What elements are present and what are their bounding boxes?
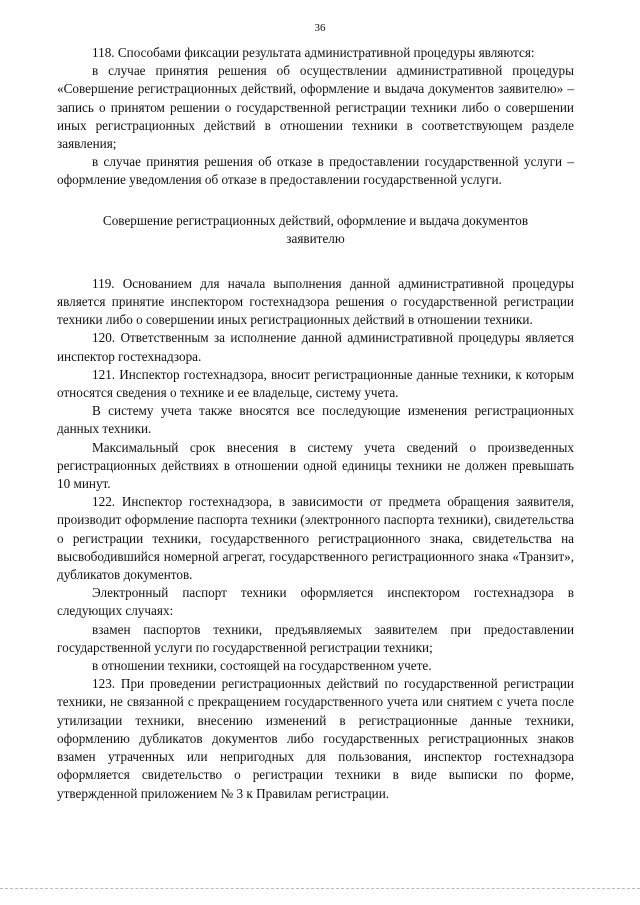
- paragraph-118: 118. Способами фиксации результата административной процедуры являются:: [92, 45, 535, 60]
- paragraph-123: 123. При проведении регистрационных действий по государственной регистрации техники, не связанной с прекращением государственного учета или снятием с учета после утилизации техники, внесению изменений в регистрационные данные техники, оформлению дубликатов документов либо государственных регистрационных знаков взамен утраченных или непригодных для пользования, инспектор гостехнадзора оформляется свидетельство о регистрации техники в виде выписки по форме, утвержденной приложением № 3 к Правилам регистрации.: [57, 676, 574, 801]
- paragraph-119: 119. Основанием для начала выполнения данной административной процедуры является принятие инспектором гостехнадзора решения о государственной регистрации техники либо о совершении иных регистрационных действий в отношении техники.: [57, 275, 574, 328]
- paragraph-122-case-replacement: взамен паспортов техники, предъявляемых заявителем при предоставлении государственной услуги по государственной регистрации техники;: [57, 621, 574, 655]
- paragraph-118-case-refusal: в случае принятия решения об отказе в предоставлении государственной услуги – оформление уведомления об отказе в предоставлении государственной услуги.: [57, 154, 574, 188]
- paragraph-122-case-registered: в отношении техники, состоящей на государственном учете.: [92, 658, 432, 674]
- paragraph-122: 122. Инспектор гостехнадзора, в зависимости от предмета обращения заявителя, производит оформление паспорта техники (электронного паспорта техники), свидетельства о регистрации техники, государственного регистрационного знака, свидетельства на высвободившийся номерной агрегат, государственного регистрационного знака «Транзит», дубликатов документов.: [57, 494, 574, 583]
- paragraph-121-deadline: Максимальный срок внесения в систему учета сведений о произведенных регистрационных действиях в отношении одной единицы техники не должен превышать 10 минут.: [57, 439, 574, 492]
- paragraph-121-changes: В систему учета также вносятся все последующие изменения регистрационных данных техники.: [57, 403, 574, 437]
- page-number: 36: [314, 22, 326, 34]
- paragraph-122-electronic-passport: Электронный паспорт техники оформляется инспектором гостехнадзора в следующих случаях:: [57, 585, 574, 619]
- paragraph-121: 121. Инспектор гостехнадзора, вносит регистрационные данные техники, к которым относятся сведения о технике и ее владельце, систему учета.: [57, 366, 574, 401]
- page-bottom-rule: [0, 888, 640, 889]
- paragraph-120: 120. Ответственным за исполнение данной административной процедуры является инспектор гостехнадзора.: [57, 330, 574, 364]
- document-body: [57, 44, 574, 803]
- section-heading: Совершение регистрационных действий, оформление и выдача документов заявителю: [102, 212, 529, 247]
- paragraph-118-case-approval: в случае принятия решения об осуществлении административной процедуры «Совершение регистрационных действий, оформление и выдача документов заявителю» – запись о принятом решении о государственной регистрации техники либо о совершении иных регистрационных действий в отношении техники в соответствующем разделе заявления;: [57, 63, 574, 152]
